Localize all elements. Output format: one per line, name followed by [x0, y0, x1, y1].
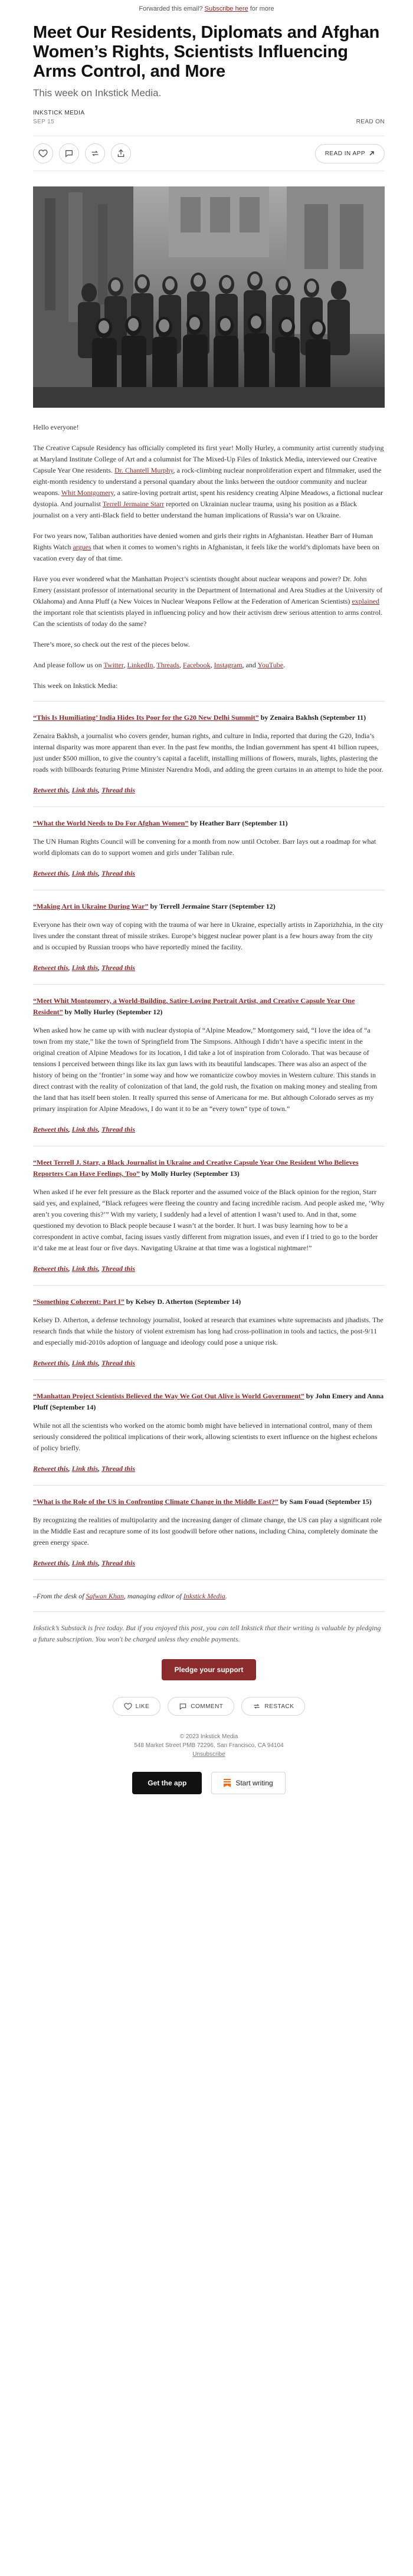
link-this-link[interactable]: Link this	[71, 963, 99, 972]
share-links: Retweet this, Link this, Thread this	[33, 1125, 136, 1133]
divider	[33, 701, 385, 702]
story-link[interactable]: “What is the Role of the US in Confronting Climate Change in the Middle East?”	[33, 1497, 278, 1506]
thread-this-link[interactable]: Thread this	[101, 1125, 136, 1133]
start-writing-button[interactable]: Start writing	[211, 1772, 285, 1794]
terrell-starr-link[interactable]: Terrell Jermaine Starr	[102, 500, 165, 508]
read-in-app-button[interactable]: READ IN APP	[315, 144, 385, 163]
share-button[interactable]	[111, 143, 131, 163]
newsletter-body	[33, 422, 385, 1645]
story-link[interactable]: “What the World Needs to Do For Afghan Women”	[33, 819, 189, 827]
linkedin-link[interactable]: LinkedIn	[127, 661, 153, 669]
link-this-link[interactable]: Link this	[71, 786, 99, 794]
comment-button[interactable]	[59, 143, 79, 163]
share-links: Retweet this, Link this, Thread this	[33, 1559, 136, 1567]
intro-paragraph-2: For two years now, Taliban authorities have denied women and girls their rights in Afghanistan. Heather Barr of Human Rights Watch argues that when it comes to women’s rights in Afghanistan, it feels like the world’s diplomats have been on vacation every day of that time.	[33, 532, 379, 562]
heart-icon	[124, 1702, 132, 1710]
story-link[interactable]: “Manhattan Project Scientists Believed the Way We Got Out Alive is World Government”	[33, 1392, 304, 1400]
comment-icon	[64, 149, 74, 158]
share-links: Retweet this, Link this, Thread this	[33, 1359, 136, 1367]
divider	[33, 1579, 385, 1580]
post-subtitle: This week on Inkstick Media.	[33, 87, 162, 99]
post-title[interactable]: Meet Our Residents, Diplomats and Afghan Women’s Rights, Scientists Influencing Arms Control, and More	[33, 23, 380, 81]
story-title: “What is the Role of the US in Confronting Climate Change in the Middle East?” by Sam Fouad (September 15)	[33, 1497, 372, 1506]
divider	[33, 1285, 385, 1286]
share-links: Retweet this, Link this, Thread this	[33, 869, 136, 877]
story-title: “Making Art in Ukraine During War” by Terrell Jermaine Starr (September 12)	[33, 902, 276, 910]
story-summary: While not all the scientists who worked on the atomic bomb might have believed in international control, many of them seriously considered the political implications of their work, allowing scientists to exert influence on the highest echelons of policy briefly.	[33, 1421, 378, 1452]
story-summary: When asked if he ever felt pressure as the Black reporter and the assumed voice of the Black opinion for the region, Starr said yes, and explained, “Black refugees were fleeing the country and facing incredible racism. And people asked me, ‘Why aren’t you covering this?’” With my variety, I suddenly had a level of attention I wasn’t used to. And in that, some questioned my devotion to Black people because I wasn’t at the border. It hurt. I was busy learning how to be a correspondent in active combat, facing issues vastly different from migration issues, and even if I tried to go to the border it’d take me at least four or five days. Navigating Ukraine at that time was a logistical nightmare!”	[33, 1188, 385, 1252]
hero-photo	[33, 186, 385, 408]
like-button[interactable]	[33, 143, 53, 163]
substack-logo-icon	[224, 1779, 231, 1787]
divider	[33, 1379, 385, 1380]
retweet-link[interactable]: Retweet this	[33, 1464, 68, 1473]
unsubscribe-link[interactable]: Unsubscribe	[192, 1751, 225, 1758]
link-this-link[interactable]: Link this	[71, 1464, 99, 1473]
thread-this-link[interactable]: Thread this	[101, 1559, 136, 1567]
divider	[33, 1611, 385, 1612]
story-link[interactable]: “This Is Humiliating’ India Hides Its Poor for the G20 New Delhi Summit”	[33, 713, 259, 722]
copyright: © 2023 Inkstick Media	[179, 1733, 238, 1740]
thread-this-link[interactable]: Thread this	[101, 1264, 136, 1273]
footer	[33, 1732, 385, 1759]
story-title: “Something Coherent: Part I” by Kelsey D. Atherton (September 14)	[33, 1297, 241, 1306]
week-label: This week on Inkstick Media:	[33, 681, 118, 690]
whit-montgomery-link[interactable]: Whit Montgomery	[61, 489, 114, 497]
story-title: “Meet Whit Montgomery, a World-Building, Satire-Loving Portrait Artist, and Creative Capsule Year One Resident” by Molly Hurley (September 12)	[33, 997, 355, 1016]
intro-paragraph-4: There’s more, so check out the rest of the pieces below.	[33, 640, 190, 648]
read-on-label[interactable]: READ ON	[356, 119, 385, 125]
intro-paragraph-3: Have you ever wondered what the Manhattan Project’s scientists thought about nuclear weapons and power? Dr. John Emery (assistant professor of international security in the Department of International and Area Studies at the University of Oklahoma) and Anna Pluff (a New Voices in Nuclear Weapons Fellow at the Federation of American Scientists) explained the important role that scientists played in influencing policy and how their activism drew serious attention to arms control. Can the scientists of today do the same?	[33, 575, 383, 628]
instagram-link[interactable]: Instagram	[214, 661, 242, 669]
story-summary: By recognizing the realities of multipolarity and the increasing danger of climate change, the US can play a significant role in the Middle East and recapture some of its lost goodwill before other nations, including China, completely dominate the green energy space.	[33, 1516, 382, 1546]
comment-icon	[179, 1702, 187, 1710]
chantell-murphy-link[interactable]: Dr. Chantell Murphy	[114, 466, 173, 474]
explained-link[interactable]: explained	[352, 597, 380, 605]
signoff: –From the desk of Safwan Khan, managing editor of Inkstick Media.	[33, 1592, 227, 1600]
forwarded-banner: Forwarded this email? Subscribe here for more	[139, 5, 274, 12]
get-the-app-button[interactable]: Get the app	[132, 1772, 202, 1794]
retweet-link[interactable]: Retweet this	[33, 1359, 68, 1367]
retweet-link[interactable]: Retweet this	[33, 1264, 68, 1273]
restack-icon	[253, 1702, 261, 1710]
link-this-link[interactable]: Link this	[71, 1359, 99, 1367]
share-icon	[116, 149, 126, 158]
post-meta	[33, 110, 385, 125]
post-date: SEP 15	[33, 119, 55, 125]
pledge-button[interactable]: Pledge your support	[162, 1659, 257, 1680]
facebook-link[interactable]: Facebook	[182, 661, 211, 669]
story-title: “This Is Humiliating’ India Hides Its Poor for the G20 New Delhi Summit” by Zenaira Bakhsh (September 11)	[33, 713, 366, 722]
story-list	[33, 701, 385, 1569]
story-summary: The UN Human Rights Council will be convening for a month from now until October. Barr lays out a roadmap for what world diplomats can do to support women and girls under Taliban rule.	[33, 837, 376, 857]
like-pill-button[interactable]: LIKE	[113, 1697, 161, 1716]
story-title: “Meet Terrell J. Starr, a Black Journalist in Ukraine and Creative Capsule Year One Resident Who Believes Reporters Can Have Feelings, Too” by Molly Hurley (September 13)	[33, 1158, 359, 1178]
editor-link[interactable]: Safwan Khan	[86, 1592, 124, 1600]
twitter-link[interactable]: Twitter	[103, 661, 124, 669]
link-this-link[interactable]: Link this	[71, 1264, 99, 1273]
retweet-link[interactable]: Retweet this	[33, 869, 68, 877]
publication-name[interactable]: INKSTICK MEDIA	[33, 110, 85, 116]
address: 548 Market Street PMB 72296, San Francisco, CA 94104	[134, 1742, 284, 1749]
app-cta-row	[33, 1772, 385, 1813]
youtube-link[interactable]: YouTube	[257, 661, 284, 669]
engagement-row	[33, 1697, 385, 1716]
social-paragraph: And please follow us on Twitter, LinkedIn, Threads, Facebook, Instagram, and YouTube.	[33, 661, 286, 669]
argues-link[interactable]: argues	[73, 543, 91, 551]
thread-this-link[interactable]: Thread this	[101, 1464, 136, 1473]
thread-this-link[interactable]: Thread this	[101, 963, 136, 972]
story-summary: Zenaira Bakhsh, a journalist who covers gender, human rights, and culture in India, reported that during the G20, India’s internal disparity was more apparent than ever. In the past few months, the Indian government has spent 41 billion rupees, just under $500 million, to give the country’s capital a facelift, installing millions of flowers, murals, lights, plastering the roads with billboards featuring Prime Minister Narendra Modi, and adding the green curtains in an attempt to hide the poor.	[33, 732, 384, 774]
historical-group-photo	[33, 186, 385, 408]
share-links: Retweet this, Link this, Thread this	[33, 1264, 136, 1273]
retweet-link[interactable]: Retweet this	[33, 1559, 68, 1567]
support-note: Inkstick’s Substack is free today. But if you enjoyed this post, you can tell Inkstick that their writing is valuable by pledging a future subscription. You won't be charged unless they enable payments.	[33, 1624, 381, 1643]
story-link[interactable]: “Meet Whit Montgomery, a World-Building, Satire-Loving Portrait Artist, and Creative Capsule Year One Resident”	[33, 997, 355, 1016]
divider	[33, 984, 385, 985]
heart-icon	[38, 149, 48, 158]
story-summary: When asked how he came up with with nuclear dystopia of “Alpine Meadow,” Montgomery said, “I love the idea of “a town from my state,” like the town of Springfield from The Simpsons. Although I didn’t have a specific intent in the original creation of Alpine Meadows for its location, I did take a lot of inspiration from Colorado. That was because of tensions I perceived between things like its lax gun laws with its beautiful landscapes. There was also an aspect of the history of being on the ‘frontier’ in some way and how we romanticize cowboy movies in Western culture. This stands in direct contrast with the reality of colonization of that land, the gold rush, the fixation on making money and stealing from the land that has itself been stolen. It really spurred this sense of Americana for me. But although Colorado serves as my primary inspiration for Alpine Meadows, I do want it to be an “every town” type of town.”	[33, 1026, 378, 1113]
intro-paragraph-1: The Creative Capsule Residency has officially completed its first year! Molly Hurley, a community artist currently studying at Maryland Institute College of Art and a columnist for The Mixed-Up Files of Inkstick Media, interviewed our Creative Capsule Year One residents. Dr. Chantell Murphy, a rock-climbing nuclear nonproliferation expert and filmmaker, used the eight-month residency to understand a personal quandary about the links between the outdoor community and nuclear weapons. Whit Montgomery, a satire-loving portrait artist, spent his residency creating Alpine Meadows, a fictional nuclear dystopia. And journalist Terrell Jermaine Starr reported on Ukrainian nuclear trauma, using his position as a Black journalist on a very anti-Black field to better understand the human implications of Russia’s war on Ukraine.	[33, 444, 384, 519]
threads-link[interactable]: Threads	[156, 661, 179, 669]
retweet-link[interactable]: Retweet this	[33, 963, 68, 972]
story-link[interactable]: “Something Coherent: Part I”	[33, 1297, 124, 1306]
thread-this-link[interactable]: Thread this	[101, 786, 136, 794]
restack-icon	[90, 149, 100, 158]
thread-this-link[interactable]: Thread this	[101, 1359, 136, 1367]
story-link[interactable]: “Making Art in Ukraine During War”	[33, 902, 149, 910]
divider	[33, 1485, 385, 1486]
story-link[interactable]: “Meet Terrell J. Starr, a Black Journalist in Ukraine and Creative Capsule Year One Resident Who Believes Reporters Can Have Feelings, Too”	[33, 1158, 359, 1178]
thread-this-link[interactable]: Thread this	[101, 869, 136, 877]
share-links: Retweet this, Link this, Thread this	[33, 963, 136, 972]
share-links: Retweet this, Link this, Thread this	[33, 786, 136, 794]
publication-link[interactable]: Inkstick Media	[183, 1592, 225, 1600]
share-links: Retweet this, Link this, Thread this	[33, 1464, 136, 1473]
retweet-link[interactable]: Retweet this	[33, 786, 68, 794]
comment-pill-button[interactable]: COMMENT	[168, 1697, 234, 1716]
story-summary: Kelsey D. Atherton, a defense technology journalist, looked at research that examines white supremacists and jihadists. The research finds that while the history of violent extremism has long had cross-pollination in tools and tactics, the post-9/11 and especially mid-2010s adoption of language and ideology could pose a unique risk.	[33, 1316, 384, 1346]
retweet-link[interactable]: Retweet this	[33, 1125, 68, 1133]
restack-pill-button[interactable]: RESTACK	[241, 1697, 305, 1716]
action-bar	[33, 136, 385, 171]
link-this-link[interactable]: Link this	[71, 1559, 99, 1567]
arrow-up-right-icon	[369, 150, 375, 156]
link-this-link[interactable]: Link this	[71, 869, 99, 877]
subscribe-link[interactable]: Subscribe here	[204, 5, 248, 12]
story-title: “What the World Needs to Do For Afghan Women” by Heather Barr (September 11)	[33, 819, 288, 827]
restack-button[interactable]	[85, 143, 105, 163]
story-summary: Everyone has their own way of coping with the trauma of war here in Ukraine, especially artists in Zaporizhzhia, in the city lives under the constant threat of missile strikes. Europe’s biggest nuclear power plant is a few hours away from the city and is occupied by Russian troops who have reportedly mined the facility.	[33, 920, 384, 951]
link-this-link[interactable]: Link this	[71, 1125, 99, 1133]
greeting: Hello everyone!	[33, 423, 79, 431]
story-title: “Manhattan Project Scientists Believed the Way We Got Out Alive is World Government” by John Emery and Anna Pluff (September 14)	[33, 1392, 384, 1411]
